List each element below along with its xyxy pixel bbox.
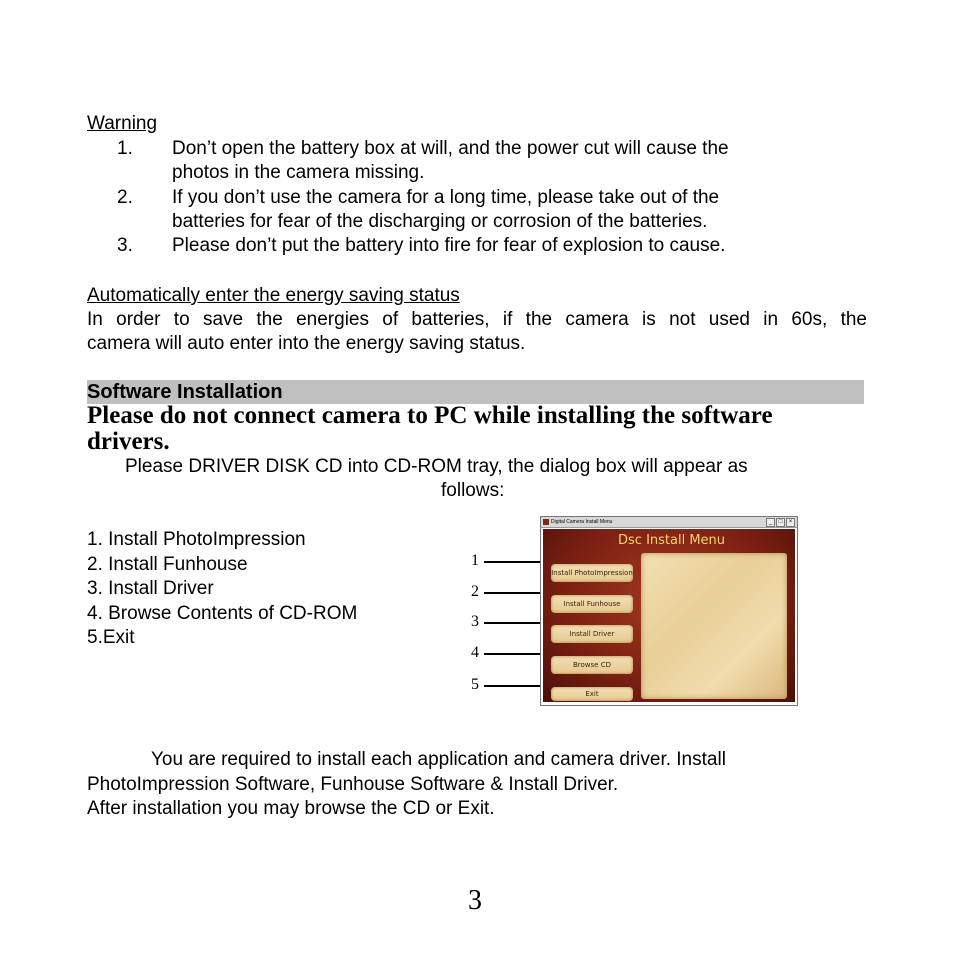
callout-number: 3 [471, 613, 479, 630]
warning-item-2-line-1: If you don’t use the camera for a long time, please take out of the [172, 187, 720, 208]
page-number: 3 [468, 885, 482, 916]
list-number: 2. [117, 187, 133, 208]
section-title: Software Installation [87, 381, 283, 403]
warning-item-3-line-1: Please don’t put the battery into fire for fear of explosion to cause. [172, 235, 726, 256]
callout-number: 2 [471, 583, 479, 600]
energy-text-line-1: In order to save the energies of batteries, if the camera is not used in 60s, the [87, 309, 867, 330]
callout-number: 1 [471, 552, 479, 569]
section-header-bar [87, 380, 864, 404]
app-icon [543, 519, 549, 525]
connect-warning-line-1: Please do not connect camera to PC while installing the software [87, 402, 773, 429]
intro-line-1: Please DRIVER DISK CD into CD-ROM tray, the dialog box will appear as [125, 456, 748, 477]
warning-heading: Warning [87, 113, 158, 134]
list-number: 3. [117, 235, 133, 256]
install-list-item: 3. Install Driver [87, 578, 214, 599]
list-number: 1. [117, 138, 133, 159]
outro-line-2: PhotoImpression Software, Funhouse Software & Install Driver. [87, 774, 619, 795]
outro-line-1: You are required to install each application and camera driver. Install [151, 749, 726, 770]
installer-title-bar [541, 517, 797, 528]
warning-item-1-line-1: Don’t open the battery box at will, and the power cut will cause the [172, 138, 729, 159]
installer-window-title: Digital Camera Install Menu [551, 519, 613, 525]
maximize-icon: □ [776, 518, 785, 527]
energy-text-line-2: camera will auto enter into the energy saving status. [87, 333, 526, 354]
window-controls [766, 518, 795, 527]
install-list-item: 2. Install Funhouse [87, 554, 248, 575]
install-photoimpression-button: Install PhotoImpression [551, 564, 633, 582]
exit-button: Exit [551, 687, 633, 701]
installer-body [543, 529, 795, 702]
minimize-icon: _ [766, 518, 775, 527]
intro-line-2: follows: [441, 480, 505, 501]
install-driver-button: Install Driver [551, 625, 633, 643]
connect-warning-line-2: drivers. [87, 428, 170, 455]
warning-item-1-line-2: photos in the camera missing. [172, 162, 425, 183]
browse-cd-button: Browse CD [551, 656, 633, 674]
install-list-item: 1. Install PhotoImpression [87, 529, 306, 550]
energy-heading: Automatically enter the energy saving status [87, 285, 460, 306]
close-icon: × [786, 518, 795, 527]
install-funhouse-button: Install Funhouse [551, 595, 633, 613]
callout-number: 4 [471, 644, 479, 661]
callout-number: 5 [471, 676, 479, 693]
install-list-item: 5.Exit [87, 627, 135, 648]
outro-line-3: After installation you may browse the CD or Exit. [87, 798, 495, 819]
install-list-item: 4. Browse Contents of CD-ROM [87, 603, 358, 624]
installer-window-screenshot [540, 516, 798, 706]
parchment-panel [641, 553, 787, 699]
installer-menu-title: Dsc Install Menu [618, 533, 726, 548]
warning-item-2-line-2: batteries for fear of the discharging or corrosion of the batteries. [172, 211, 708, 232]
